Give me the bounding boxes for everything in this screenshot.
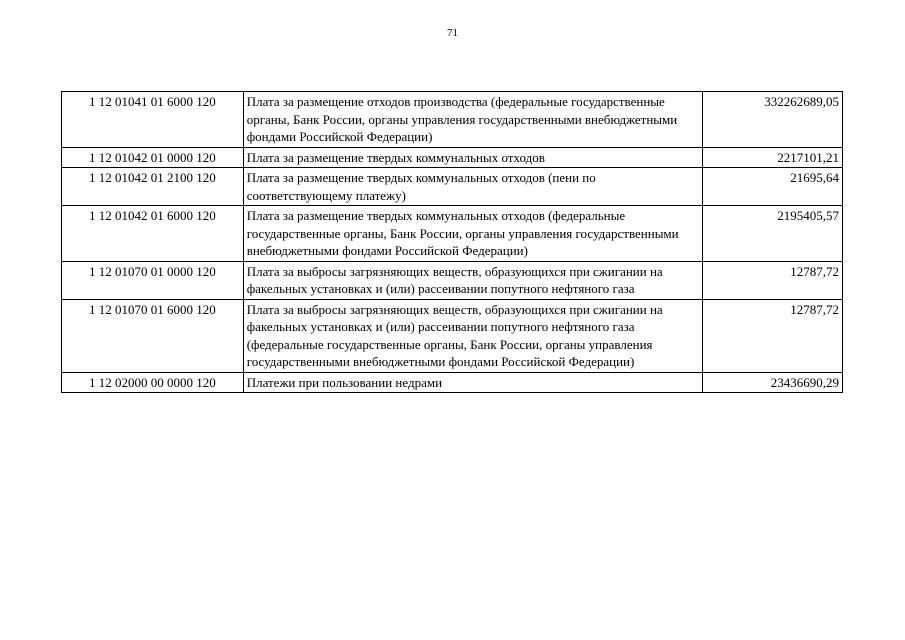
revenue-code: 1 12 01042 01 2100 120: [62, 168, 244, 206]
revenue-code: 1 12 01070 01 0000 120: [62, 261, 244, 299]
budget-revenue-table: [61, 91, 843, 393]
revenue-description: Плата за выбросы загрязняющих веществ, образующихся при сжигании на факельных установках и (или) рассеивании попутного нефтяного газа: [243, 261, 703, 299]
revenue-code: 1 12 01070 01 6000 120: [62, 299, 244, 372]
revenue-amount: 12787,72: [703, 299, 843, 372]
table-row: [62, 168, 843, 206]
revenue-description: Плата за выбросы загрязняющих веществ, образующихся при сжигании на факельных установках и (или) рассеивании попутного нефтяного газа (федеральные государственные органы, Банк России, органы управления государственными внебюджетными фондами Российской Федерации): [243, 299, 703, 372]
revenue-amount: 332262689,05: [703, 92, 843, 148]
revenue-code: 1 12 01041 01 6000 120: [62, 92, 244, 148]
revenue-amount: 2195405,57: [703, 206, 843, 262]
revenue-code: 1 12 01042 01 6000 120: [62, 206, 244, 262]
revenue-amount: 2217101,21: [703, 147, 843, 168]
table-row: [62, 299, 843, 372]
page-number: 71: [447, 27, 458, 39]
revenue-description: Плата за размещение отходов производства (федеральные государственные органы, Банк России, органы управления государственными внебюджетными фондами Российской Федерации): [243, 92, 703, 148]
table-row: [62, 372, 843, 393]
table-row: [62, 92, 843, 148]
table-row: [62, 206, 843, 262]
table-row: [62, 261, 843, 299]
revenue-description: Плата за размещение твердых коммунальных отходов (федеральные государственные органы, Банк России, органы управления государственными внебюджетными фондами Российской Федерации): [243, 206, 703, 262]
table-row: [62, 147, 843, 168]
revenue-amount: 21695,64: [703, 168, 843, 206]
revenue-description: Плата за размещение твердых коммунальных отходов (пени по соответствующему платежу): [243, 168, 703, 206]
revenue-code: 1 12 02000 00 0000 120: [62, 372, 244, 393]
revenue-description: Плата за размещение твердых коммунальных отходов: [243, 147, 703, 168]
revenue-amount: 12787,72: [703, 261, 843, 299]
revenue-amount: 23436690,29: [703, 372, 843, 393]
revenue-description: Платежи при пользовании недрами: [243, 372, 703, 393]
revenue-code: 1 12 01042 01 0000 120: [62, 147, 244, 168]
